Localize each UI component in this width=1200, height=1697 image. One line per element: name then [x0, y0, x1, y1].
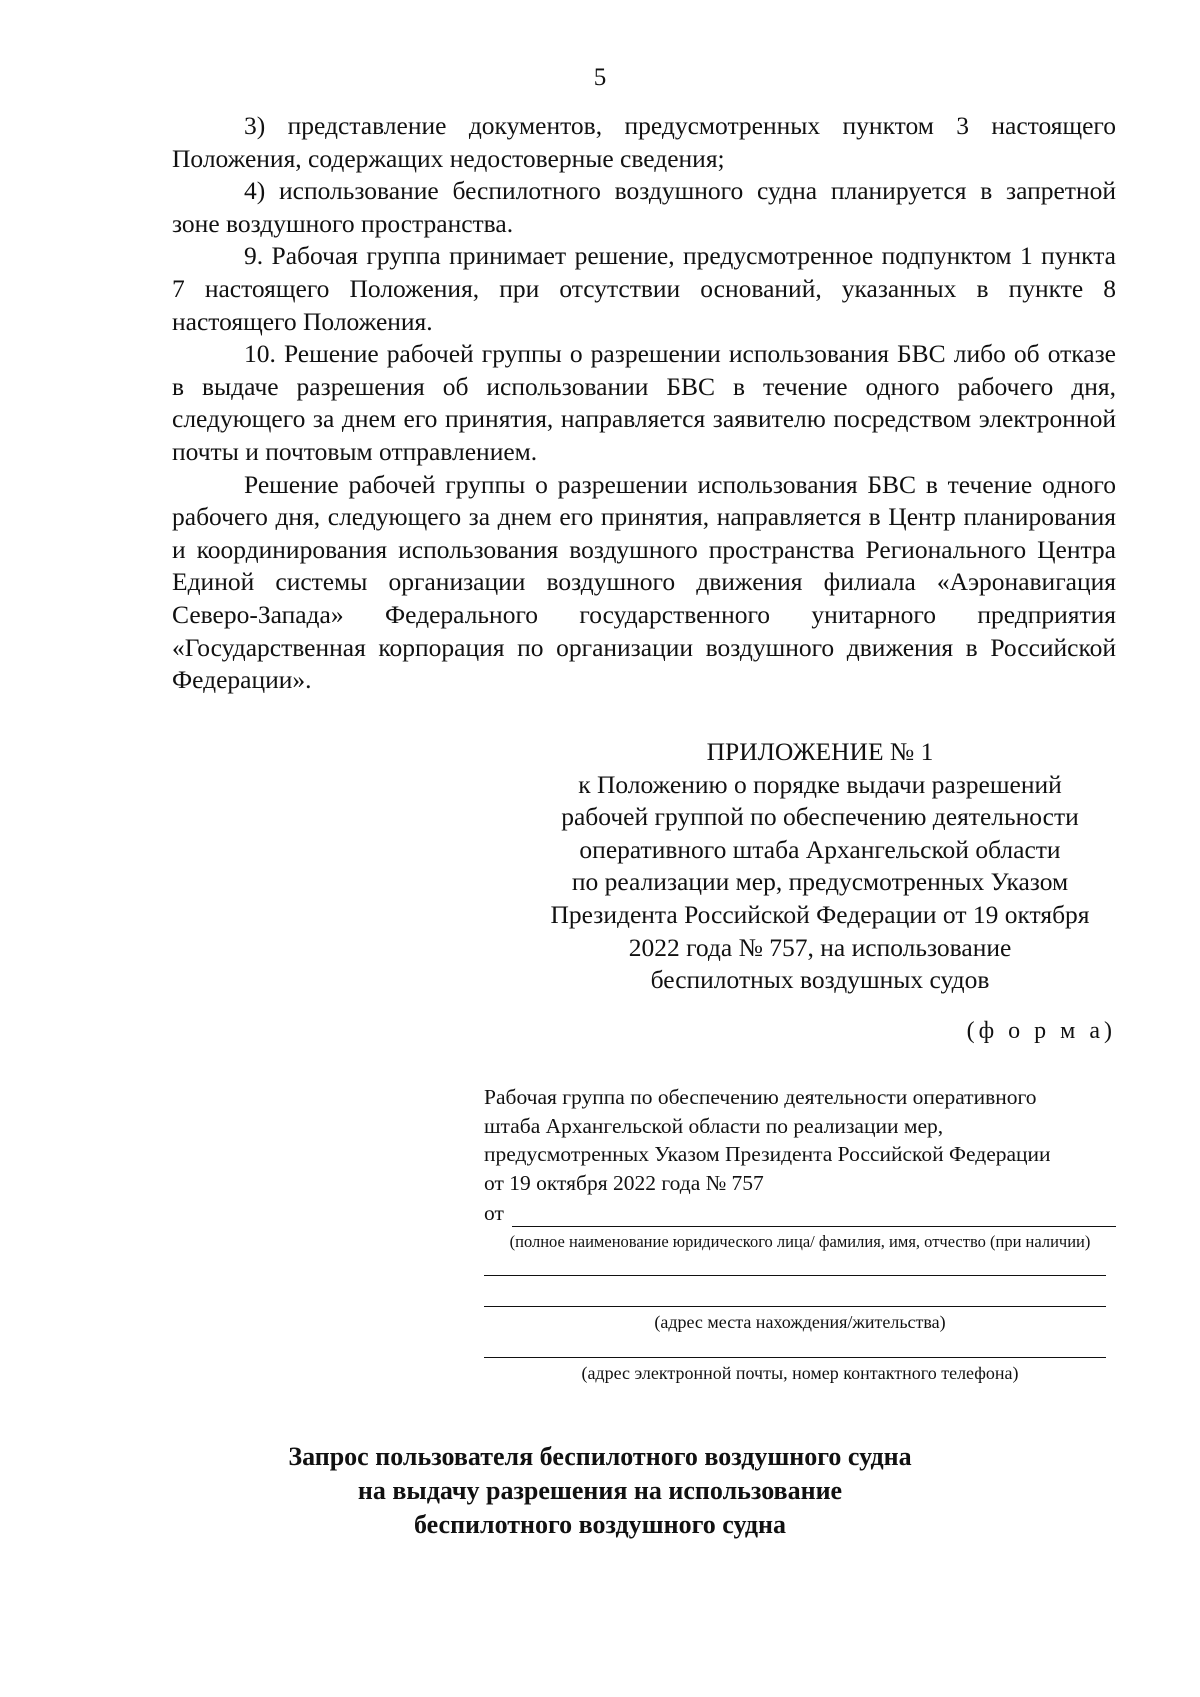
blank-line-name-continued — [484, 1275, 1106, 1276]
appendix-line: беспилотных воздушных судов — [650, 965, 990, 995]
caption-contacts: (адрес электронной почты, номер контактного телефона) — [581, 1363, 1019, 1383]
paragraph-decision: Решение рабочей группы о разрешении использования БВС в течение одного рабочего дня, следующего за днем его принятия, направляется в Центр планирования и координирования использования воздушного пространства Регионального Центра Единой системы организации воздушного движения филиала «Аэронавигация Северо-Запада» Федерального государственного унитарного предприятия «Государственная корпорация по организации воздушного движения в Российской Федерации». — [172, 469, 1116, 695]
request-title-line: на выдачу разрешения на использование — [357, 1476, 843, 1505]
blank-line-contacts — [484, 1357, 1106, 1358]
addressee-line: предусмотренных Указом Президента Российской Федерации — [484, 1142, 1051, 1166]
from-blank-line — [512, 1204, 1116, 1227]
request-title-line: Запрос пользователя беспилотного воздушного судна — [288, 1442, 912, 1471]
addressee-line: Рабочая группа по обеспечению деятельности оперативного — [484, 1085, 1037, 1109]
blank-line-address — [484, 1306, 1106, 1307]
appendix-line: рабочей группой по обеспечению деятельности — [561, 802, 1079, 832]
appendix-line: оперативного штаба Архангельской области — [579, 834, 1061, 864]
addressee-line: штаба Архангельской области по реализации мер, — [484, 1113, 944, 1138]
paragraph-3: 3) представление документов, предусмотренных пунктом 3 настоящего Положения, содержащих недостоверные сведения; — [172, 111, 1116, 173]
appendix-heading-block — [520, 736, 1120, 997]
request-title — [0, 1440, 1200, 1542]
paragraph-4: 4) использование беспилотного воздушного судна планируется в запретной зоне воздушного пространства. — [172, 176, 1116, 238]
from-field — [484, 1197, 1116, 1227]
page-number: 5 — [593, 64, 607, 91]
form-mark: (ф о р м а) — [966, 1018, 1116, 1044]
appendix-line: по реализации мер, предусмотренных Указом — [571, 867, 1069, 897]
paragraph-9: 9. Рабочая группа принимает решение, предусмотренное подпунктом 1 пункта 7 настоящего Положения, при отсутствии оснований, указанных в пункте 8 настоящего Положения. — [172, 241, 1116, 336]
appendix-line: Президента Российской Федерации от 19 октября — [550, 899, 1090, 929]
from-label: от — [484, 1200, 504, 1225]
appendix-line: к Положению о порядке выдачи разрешений — [578, 769, 1062, 799]
addressee-block — [484, 1083, 1116, 1384]
appendix-title: ПРИЛОЖЕНИЕ № 1 — [706, 737, 934, 766]
paragraph-10: 10. Решение рабочей группы о разрешении использования БВС либо об отказе в выдаче разрешения об использовании БВС в течение одного рабочего дня, следующего за днем его принятия, направляется заявителю посредством электронной почты и почтовым отправлением. — [172, 339, 1116, 466]
request-title-line: беспилотного воздушного судна — [414, 1510, 786, 1539]
appendix-line: 2022 года № 757, на использование — [628, 932, 1012, 962]
addressee-line: от 19 октября 2022 года № 757 — [484, 1170, 764, 1195]
body-text — [172, 110, 1116, 697]
caption-name: (полное наименование юридического лица/ фамилия, имя, отчество (при наличии) — [509, 1232, 1091, 1251]
caption-address: (адрес места нахождения/жительства) — [654, 1312, 946, 1332]
